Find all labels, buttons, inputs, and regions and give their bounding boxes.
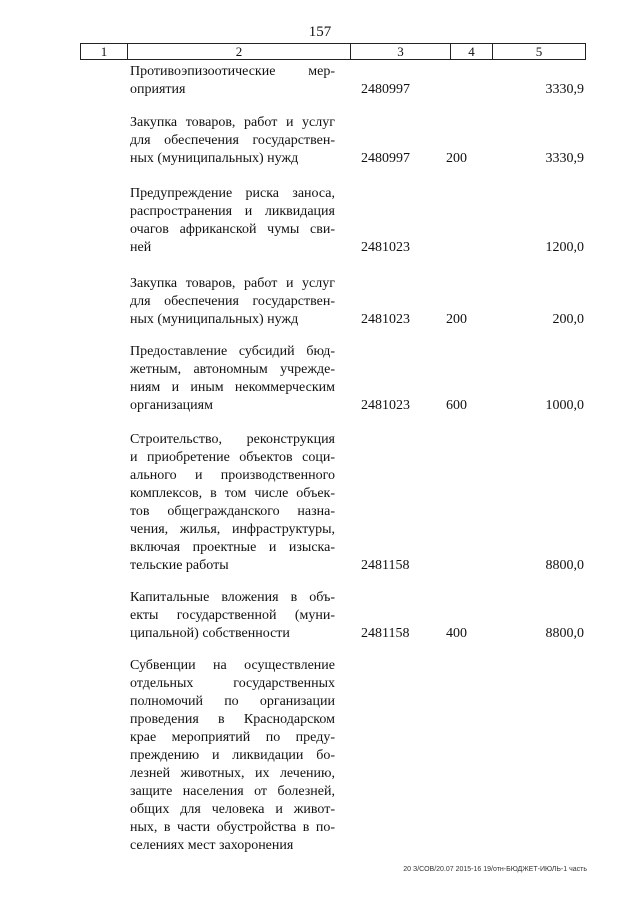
row-amount: 8800,0: [545, 558, 584, 573]
description-line: полномочий по организации: [130, 694, 335, 709]
description-line: Предоставление субсидий бюд-: [130, 344, 335, 359]
description-line: ных (муниципальных) нужд: [130, 312, 299, 327]
description-line: проведения в Краснодарском: [130, 712, 335, 727]
row-code: 2481023: [361, 312, 410, 327]
description-line: селениях мест захоронения: [130, 838, 294, 853]
row-code: 2481023: [361, 240, 410, 255]
description-line: оприятия: [130, 82, 186, 97]
header-col-1: 1: [81, 44, 128, 59]
description-line: ниям и иным некоммерческим: [130, 380, 335, 395]
description-line: Закупка товаров, работ и услуг: [130, 115, 335, 130]
row-description: [130, 343, 335, 415]
row-expense-type: 600: [446, 398, 467, 413]
row-amount: 200,0: [552, 312, 584, 327]
description-line: отдельных государственных: [130, 676, 335, 691]
description-line: защите населения от болезней,: [130, 784, 335, 799]
description-line: жетным, автономным учрежде-: [130, 362, 335, 377]
row-amount: 3330,9: [545, 151, 584, 166]
description-line: включая проектные и изыска-: [130, 540, 335, 555]
description-line: тов общегражданского назна-: [130, 504, 335, 519]
row-description: [130, 431, 335, 575]
row-code: 2480997: [361, 82, 410, 97]
header-col-5: 5: [535, 44, 543, 59]
description-line: Предупреждение риска заноса,: [130, 186, 335, 201]
row-expense-type: 200: [446, 151, 467, 166]
description-line: крае мероприятий по преду-: [130, 730, 335, 745]
description-line: общих для человека и живот-: [130, 802, 335, 817]
row-description: [130, 657, 335, 855]
description-line: екты государственной (муни-: [130, 608, 335, 623]
description-line: ципальной) собственности: [130, 626, 290, 641]
row-expense-type: 400: [446, 626, 467, 641]
description-line: Субвенции на осуществление: [130, 658, 335, 673]
description-line: и приобретение объектов соци-: [130, 450, 335, 465]
description-line: Противоэпизоотические мер-: [130, 64, 335, 79]
description-line: лезней животных, их лечению,: [130, 766, 335, 781]
header-col-3: 3: [351, 44, 451, 59]
description-line: ней: [130, 240, 152, 255]
description-line: комплексов, в том числе объек-: [130, 486, 335, 501]
description-line: Закупка товаров, работ и услуг: [130, 276, 335, 291]
description-line: ных (муниципальных) нужд: [130, 151, 299, 166]
row-expense-type: 200: [446, 312, 467, 327]
row-description: [130, 114, 335, 168]
description-line: очагов африканской чумы сви-: [130, 222, 335, 237]
row-description: [130, 63, 335, 99]
header-col-4: 4: [451, 44, 493, 59]
description-line: ального и производственного: [130, 468, 335, 483]
description-line: преждению и ликвидации бо-: [130, 748, 335, 763]
row-code: 2480997: [361, 151, 410, 166]
description-line: распространения и ликвидация: [130, 204, 335, 219]
description-line: Строительство, реконструкция: [130, 432, 335, 447]
row-amount: 8800,0: [545, 626, 584, 641]
table-header: [80, 43, 586, 60]
header-col-2: 2: [128, 44, 351, 59]
description-line: Капитальные вложения в объ-: [130, 590, 335, 605]
description-line: тельские работы: [130, 558, 229, 573]
row-description: [130, 275, 335, 329]
description-line: организациям: [130, 398, 213, 413]
row-code: 2481158: [361, 626, 410, 641]
row-amount: 1200,0: [545, 240, 584, 255]
footer-note: 20 З/СОВ/20.07 2015-16 19/отн-БЮДЖЕТ-ИЮЛЬ-1 часть: [403, 866, 587, 873]
page-number: 157: [308, 24, 332, 40]
row-amount: 1000,0: [545, 398, 584, 413]
row-code: 2481158: [361, 558, 410, 573]
row-amount: 3330,9: [545, 82, 584, 97]
row-description: [130, 589, 335, 643]
row-code: 2481023: [361, 398, 410, 413]
description-line: для обеспечения государствен-: [130, 294, 335, 309]
description-line: для обеспечения государствен-: [130, 133, 335, 148]
description-line: чения, жилья, инфраструктуры,: [130, 522, 335, 537]
description-line: ных, в части обустройства в по-: [130, 820, 335, 835]
row-description: [130, 185, 335, 257]
